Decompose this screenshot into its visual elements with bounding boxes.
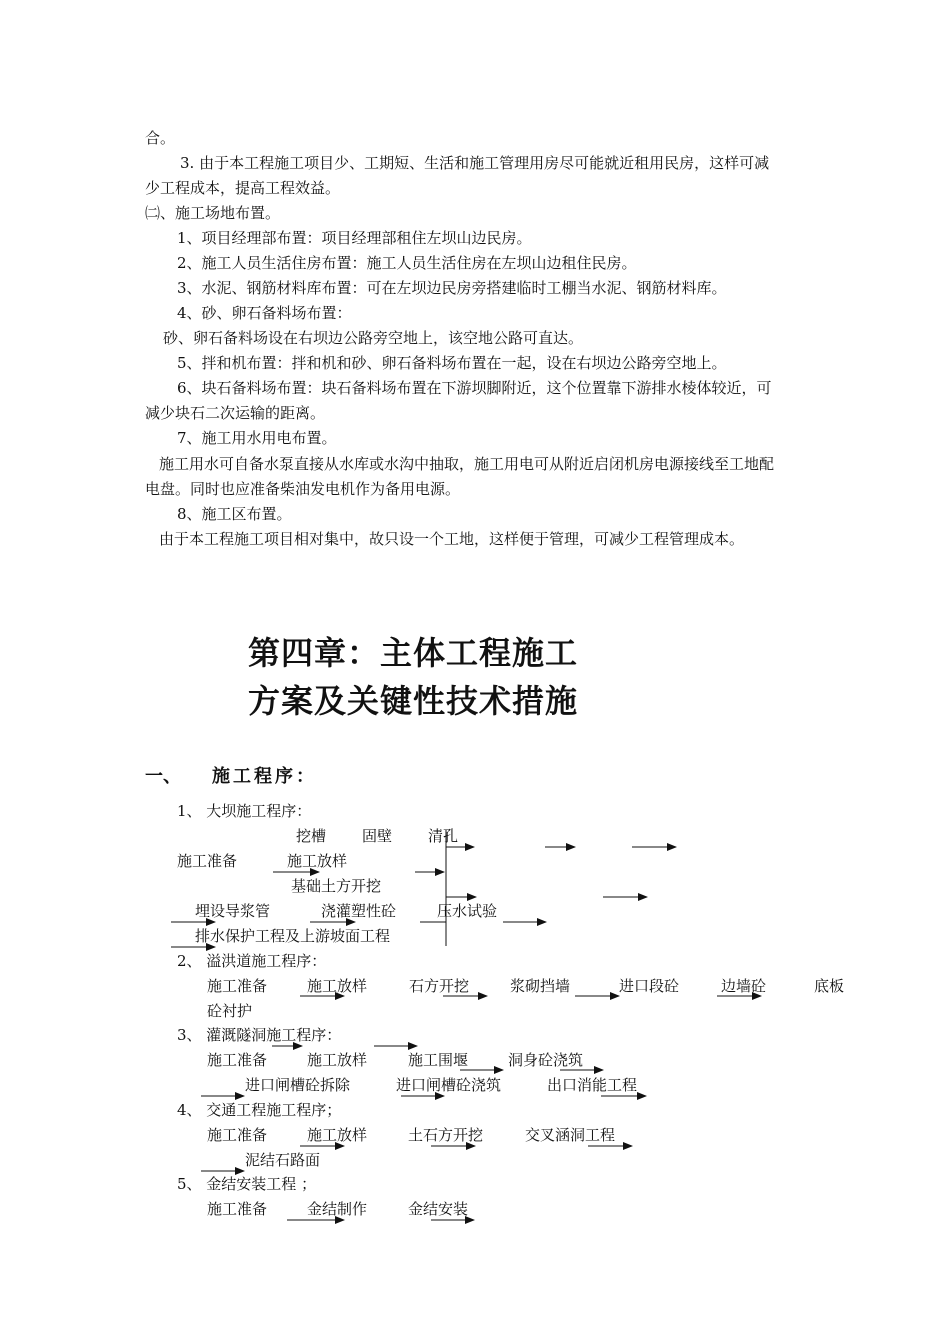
chapter-title-line1: 第四章：主体工程施工 [248,634,579,672]
text-line: 由于本工程施工项目相对集中，故只设一个工地，这样便于管理，可减少工程管理成本。 [159,530,745,548]
flow-step: 进口闸槽砼拆除 [245,1076,351,1094]
flow-step: 底板 [814,977,845,995]
flow-step: 清孔 [428,827,459,845]
list-item: 2、施工人员生活住房布置：施工人员生活住房在左坝山边租住民房。 [177,254,637,272]
flow-step: 固壁 [362,827,393,845]
flow-step: 土石方开挖 [408,1126,484,1144]
flow-step: 进口闸槽砼浇筑 [396,1076,502,1094]
list-item: 7、施工用水用电布置。 [177,429,337,447]
list-item: 3、水泥、钢筋材料库布置：可在左坝边民房旁搭建临时工棚当水泥、钢筋材料库。 [177,279,727,297]
flow-step: 埋设导浆管 [195,902,271,920]
flow-step: 浆砌挡墙 [510,977,571,995]
flow-step: 浇灌塑性砼 [321,902,397,920]
section-number: 一、 [145,766,181,787]
flow-heading: 1、 大坝施工程序： [177,802,312,820]
flow-step: 施工准备 [207,1051,268,1069]
flow-heading: 4、 交通工程施工程序； [177,1101,342,1119]
section-heading: ㈡、施工场地布置。 [145,204,281,222]
text-line: 减少块石二次运输的距离。 [145,404,326,422]
flow-step: 交叉涵洞工程 [525,1126,616,1144]
flow-step: 施工准备 [207,1126,268,1144]
flow-step: 泥结石路面 [245,1151,321,1169]
list-item: 4、砂、卵石备料场布置： [177,304,352,322]
text-line: 施工用水可自备水泵直接从水库或水沟中抽取，施工用电可从附近启闭机房电源接线至工地配 [159,455,775,473]
flow-step: 施工放样 [287,852,348,870]
chapter-title-line2: 方案及关键性技术措施 [248,682,579,720]
text-line: 少工程成本，提高工程效益。 [145,179,341,197]
text-line: 合。 [145,129,176,147]
text-line: 3. 由于本工程施工项目少、工期短、生活和施工管理用房尽可能就近租用民房，这样可减 [180,154,770,172]
flow-step: 施工放样 [307,1126,368,1144]
flow-step: 施工放样 [307,977,368,995]
flow-step: 施工准备 [207,977,268,995]
text-line: 砂、卵石备料场设在右坝边公路旁空地上，该空地公路可直达。 [163,329,584,347]
list-item: 5、拌和机布置：拌和机和砂、卵石备料场布置在一起，设在右坝边公路旁空地上。 [177,354,727,372]
text-line: 电盘。同时也应准备柴油发电机作为备用电源。 [145,480,461,498]
list-item: 8、施工区布置。 [177,505,292,523]
flow-heading: 5、 金结安装工程 ； [177,1175,317,1193]
flow-step: 洞身砼浇筑 [508,1051,584,1069]
flow-step: 挖槽 [296,827,327,845]
flow-step: 基础土方开挖 [291,877,382,895]
flow-step: 排水保护工程及上游坡面工程 [195,927,391,945]
flow-step: 边墙砼 [721,977,767,995]
flow-step: 施工准备 [177,852,238,870]
flow-step: 石方开挖 [409,977,470,995]
flow-step: 出口消能工程 [547,1076,638,1094]
flow-step: 砼衬护 [207,1002,253,1020]
flow-heading: 2、 溢洪道施工程序： [177,952,327,970]
flow-step: 施工围堰 [408,1051,469,1069]
flow-step: 施工准备 [207,1200,268,1218]
list-item: 6、块石备料场布置：块石备料场布置在下游坝脚附近，这个位置靠下游排水棱体较近，可 [177,379,772,397]
flow-step: 施工放样 [307,1051,368,1069]
flow-step: 金结制作 [307,1200,368,1218]
flow-step: 进口段砼 [619,977,680,995]
list-item: 1、项目经理部布置：项目经理部租住左坝山边民房。 [177,229,532,247]
flow-heading: 3、 灌溉隧洞施工程序： [177,1026,342,1044]
flow-step: 压水试验 [437,902,498,920]
section-title: 施工程序： [212,766,317,787]
flow-step: 金结安装 [408,1200,469,1218]
